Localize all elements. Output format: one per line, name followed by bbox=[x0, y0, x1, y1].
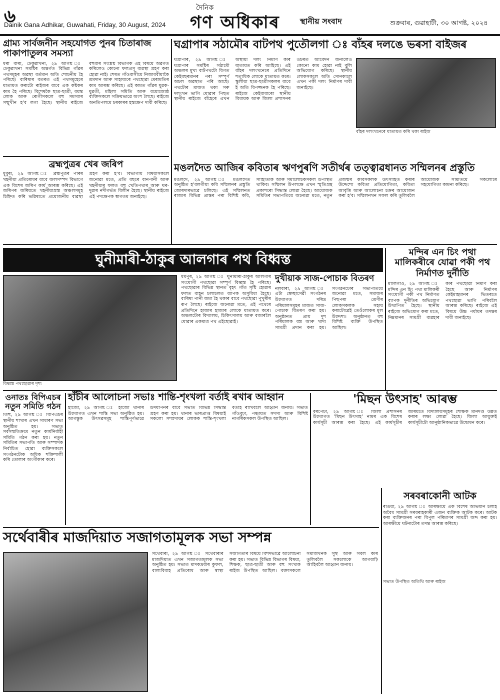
article-body: নলবাৰী, ২৯ আগষ্ট ঃ এটা স্বেচ্ছাসেৱী সংগঠনৰ উদ্যোগত দৰিদ্ৰ পৰিয়ালসমূহৰ মাজত সাজ-পোচাক বিতৰণ কৰা হয়। অনুষ্ঠানত প্ৰায় দুশ পৰিয়ালক বস্ত্ৰ আৰু খাদ্য সামগ্ৰী প্ৰদান কৰা হয়। সংগঠনটোৰ সভাপতিয়ে জনোৱা মতে, সমাজৰ পিছপৰা শ্ৰেণীৰ লোকসকলক সহায় কৰাটোৱেই তেওঁলোকৰ মূল উদ্দেশ্য। অনুষ্ঠানত বহু বিশিষ্ট ব্যক্তি উপস্থিত আছিল। bbox=[275, 286, 383, 331]
column-rule bbox=[65, 393, 66, 525]
section-rule bbox=[3, 244, 497, 245]
article-2 bbox=[174, 39, 497, 52]
article-1 bbox=[3, 39, 169, 170]
article-body: ধৰা বাৰী, ঢেকুৱাখনা, ২৯ আগষ্ট ঃ ঢেকুৱাখনা সমষ্টিৰ অন্তৰ্গত বিভিন্ন গাঁৱৰ পথসমূহৰ অৱস্থা বৰ্তমান অতি শোচনীয় হৈ পৰিছে। বাৰিষাৰ বতৰত এই পথসমূহেৰে যাতায়ত কৰাটো ৰাইজৰ বাবে এক কষ্টকৰ কাম হৈ পৰিছে। বিশেষকৈ ছাত্ৰ-ছাত্ৰী, বয়স্ক লোক আৰু ৰোগীসকলে বহু সমস্যাৰ সন্মুখীন হ'ব লগা হৈছে। স্থানীয় ৰাইজে বহুবাৰ সংশ্লিষ্ট বিভাগক এই বিষয়ে অৱগত কৰিলেও কোনো ফলপ্ৰসূ ব্যৱস্থা গ্ৰহণ কৰা হোৱা নাই। শেষত গাঁওবাসীয়ে নিজাববীয়াকৈ শ্ৰমদান আৰু সাহায্যৰে পথছোৱা মেৰামতিৰ কাম আৰম্ভ কৰিছে। এই কামত গাঁৱৰ যুৱক-যুৱতী, মহিলা সমিতি আৰু বয়োজ্যেষ্ঠ ব্যক্তিসকলে সক্ৰিয়ভাৱে অংশ লৈছে। ৰাইজে অনতিপলমে চৰকাৰৰ হস্তক্ষেপ দাবী কৰিছে। bbox=[3, 61, 169, 106]
article-body: বৰপেটা, ২৯ আগষ্ট ঃ জিলা প্ৰশাসনৰ উদ্যোগত 'মিছন উৎসাহ' নামৰ এক বিশেষ কাৰ্যসূচী আৰম্ভ কৰা হৈছে। এই কাৰ্যসূচীৰ জৰিয়তে বিদ্যালয়সমূহৰ শৈক্ষিক মানদণ্ড উন্নত কৰাৰ লক্ষ্য লোৱা হৈছে। জিলা আয়ুক্তই কাৰ্যসূচীটো আনুষ্ঠানিকভাৱে উদ্বোধন কৰে। bbox=[313, 409, 497, 426]
bamboo-bridge-photo bbox=[356, 58, 496, 128]
section-name: স্থানীয় সংবাদ bbox=[300, 17, 342, 26]
article-4 bbox=[3, 160, 169, 250]
article-3 bbox=[174, 163, 497, 238]
article-body: ধুবুৰী, ২৯ আগষ্ট ঃ ব্ৰহ্মপুত্ৰৰ পাৰৰ খহনীয়া প্ৰতিৰোধৰ বাবে জলসম্পদ বিভাগে এক বিশেষ জৰিপ কাৰ্য আৰম্ভ কৰিছে। এই জৰিপৰ জৰিয়তে খহনীয়াগ্ৰস্ত অঞ্চলসমূহ চিহ্নিত কৰি ভৱিষ্যতে প্ৰয়োজনীয় ব্যৱস্থা গ্ৰহণ কৰা হ'ব। বিভাগীয় বিষয়াসকলে জনোৱা মতে, প্ৰতি বছৰে বানপানী আৰু খহনীয়াৰ ফলত বহু খেতিপথাৰ আৰু ঘৰ-দুৱাৰ নদীগৰ্ভত বিলীন হৈছে। স্থানীয় ৰাইজে এই পদক্ষেপক স্বাগতম জনাইছে। bbox=[3, 172, 169, 200]
meeting-photo bbox=[3, 552, 148, 692]
article-body: মালিগাঁও, ২৯ আগষ্ট ঃ মন্দিৰ এন চিং পথা মালিকৰী সংযোগী পকী পথ নিৰ্মাণত ব্যাপক দুৰ্নীতিৰ অভিযোগ উত্থাপিত হৈছে। স্থানীয় ৰাইজে অভিযোগ কৰা মতে, নিম্নমানৰ সামগ্ৰী ব্যৱহাৰ কৰি পথছোৱা নিৰ্মাণ কৰা হৈছে আৰু নিৰ্মাণৰ কেইমাহমানৰ ভিতৰতে পথছোৱা ভাগি পৰিবলৈ আৰম্ভ কৰিছে। ৰাইজে এই বিষয়ে উচ্চ পৰ্যায়ৰ তদন্তৰ দাবী জনাইছে। bbox=[388, 282, 497, 321]
headline: সৰবৰাকোনী আটক bbox=[403, 491, 477, 502]
column-rule bbox=[381, 488, 382, 694]
page-number: ৬ bbox=[4, 6, 16, 27]
headline: ঘগ্ৰাপাৰ সঠামৌৰ বাটপথ পুতৌলগা ঃ ব্যঁহৰ দলঙে ভৰসা বাইজৰ bbox=[174, 38, 467, 51]
headline: 'মিছন উৎসাহ' আৰম্ভ bbox=[353, 392, 457, 406]
photo-caption: বিধ্বস্ত পথছোৱাৰ দৃশ্য bbox=[3, 382, 42, 387]
article-8 bbox=[3, 393, 63, 503]
logo-name: গণ অধিকাৰ bbox=[190, 13, 280, 33]
newspaper-logo bbox=[176, 2, 294, 32]
article-9 bbox=[68, 393, 308, 498]
photo-caption: বাঁহৰ দলংখনেৰে যাতায়ত কৰি থকা ৰাইজ bbox=[356, 130, 431, 135]
article-10 bbox=[313, 393, 497, 486]
column-rule bbox=[310, 393, 311, 525]
photo-caption: সভাত উপস্থিত অতিথি আৰু ৰাইজ bbox=[383, 580, 446, 585]
headline: ওনাতঃ বিপিএচৰ নতুন সমিতি গঠন bbox=[5, 393, 61, 412]
article-6 bbox=[275, 275, 383, 387]
section-rule bbox=[3, 156, 169, 157]
section-rule bbox=[3, 390, 497, 391]
headline: হাঁচীৰ আলোচনা সভাঃ শান্তি-শৃংখলা বৰ্তাই ৰখাৰ আহ্বান bbox=[68, 392, 284, 403]
column-rule bbox=[171, 39, 172, 244]
article-body: হাজো, ২৯ আগষ্ট ঃ হাজো থানাৰ উদ্যোগত এখন শান্তি সভা অনুষ্ঠিত হয়। আগন্তুক উৎসৱসমূহ শান্তিপূৰ্ণভাৱে উদযাপনৰ বাবে সভাত বিভিন্ন সিদ্ধান্ত গ্ৰহণ কৰা হয়। থানাৰ ভাৰপ্ৰাপ্ত বিষয়াই সকলো সম্প্ৰদায়ৰ লোকক শান্তি-শৃংখলা বৰ্তাই ৰাখিবলৈ আহ্বান জনায়। সভাত গাঁওবুঢ়া, পঞ্চায়ত সদস্য আৰু বিশিষ্ট নাগৰিকসকল উপস্থিত আছিল। bbox=[68, 405, 308, 423]
section-rule bbox=[3, 527, 379, 528]
headline: ব্ৰহ্মপুত্ৰৰ খেৰ জৰিপ bbox=[48, 160, 124, 170]
headline: দুখীয়াক সাজ-পোচাক বিতৰণ bbox=[275, 274, 375, 284]
article-body: মঙলদৈ, ২৯ আগষ্ট ঃ মঙলদৈত অনুষ্ঠিত হ'বলগীয়া কবি সম্মিলনৰ প্ৰস্তুতি জোৰদাৰভাৱে চলিছে। এই সম্মিলনত ৰাজ্যৰ বিভিন্ন প্ৰান্তৰ পৰা বিশিষ্ট কবি, সাহিত্যিক আৰু সমালোচকসকল উপস্থিত থাকিব। সম্মিলন উপলক্ষে এখন স্মৃতিগ্ৰন্থ প্ৰকাশৰো সিদ্ধান্ত লোৱা হৈছে। আয়োজক সমিতিৰ সভাপতিয়ে জনোৱা মতে, নতুন প্ৰজন্মৰ কবিসকলক উৎসাহিত কৰাৰ উদ্দেশ্যে কবিতা প্ৰতিযোগিতা, কবিতা আবৃত্তি আৰু আলোচনা চক্ৰৰ আয়োজন কৰা হ'ব। সম্মিলনখন সফল কৰি তুলিবলৈ আয়োজক সমিতিয়ে সকলোৰে সহযোগিতা কামনা কৰিছে। bbox=[174, 177, 497, 200]
header-date: শুক্ৰবাৰ, গুৱাহাটী, ৩০ আগষ্ট, ২০২৪ bbox=[390, 19, 488, 27]
headline: গ্ৰাম্য সাৰ্বজনীন সহযোগত পুনৰ চিতাৰাজ পাকাপাতুলৰ সমস্যা bbox=[3, 39, 152, 60]
article-12 bbox=[3, 530, 378, 546]
headline: মন্দিৰ এন চিং পথা মালিকৰীৰে যোৱা পকী পথ নিৰ্মাণত দুৰ্নীতি bbox=[394, 248, 491, 279]
road-photo bbox=[3, 275, 177, 381]
article-body: সৰ্থেবাৰী, ২৯ আগষ্ট ঃ সৰ্থেবাৰীৰ মাজদিয়াত এখন সজাগতামূলক সভা অনুষ্ঠিত হয়। সভাত মাদকদ্ৰব্যৰ কুফল, বাল্যবিবাহ প্ৰতিৰোধ আৰু স্বাস্থ্য সজাগতাৰ বিষয়ে বিশদভাৱে আলোচনা কৰা হয়। সভাত বিভিন্ন বিভাগৰ বিষয়া, শিক্ষক, ছাত্ৰ-ছাত্ৰী আৰু বহু সংখ্যক ৰাইজ উপস্থিত আছিল। বক্তাসকলে সমাজখনক সুস্থ আৰু সবল কৰি তুলিবলৈ সকলোকে আগবাঢ়ি আহিবলৈ আহ্বান জনায়। bbox=[152, 552, 378, 574]
edition-line: Dainik Gana Adhikar, Guwahati, Friday, 30 August, 2024 bbox=[4, 22, 166, 29]
masthead bbox=[0, 0, 500, 36]
logo-daily: দৈনিক bbox=[196, 4, 214, 12]
article-body: ৰঙিয়া, ২৯ আগষ্ট ঃ আৰক্ষীয়ে এক বিশেষ অভিযান চলাই অবৈধ সামগ্ৰী সৰবৰাহকাৰী এজন ব্যক্তিক আটক কৰে। আটক কৰা ব্যক্তিজনৰ পৰা বিপুল পৰিমাণৰ সামগ্ৰী জব্দ কৰা হয়। আৰক্ষীয়ে ঘটনাটোৰ তদন্ত আৰম্ভ কৰিছে। bbox=[383, 504, 497, 527]
headline: মঙলদৈত আজিৰ কবিতাৰ ঋণপুৰণি সতীৰ্থৰ তত্ত্বাৱধানত সম্মিলনৰ প্ৰস্তুতি bbox=[174, 163, 475, 174]
headline: ঘুনীমাৰী-ঠাকুৰ আলগাৰ পথ বিধ্বস্ত bbox=[95, 252, 291, 268]
article-body: ঘগ্ৰাপাৰ, ২৯ আগষ্ট ঃ ঘগ্ৰাপাৰ সমষ্টিৰ সঠামৌ অঞ্চলৰ মুখ্য বাটপথটো বিগত কেইবছৰমানৰ পৰা সম্পূৰ্ণ অচল অৱস্থাত পৰি আছে। পথটোৰ মাজত থকা সৰু দলংখন ভাগি যোৱাৰ পিছত স্থানীয় ৰাইজে বাঁহেৰে এখন অস্থায়ী দলং নিৰ্মাণ কৰি যাতায়ত কৰি আহিছে। এই বাঁহৰ দলংখনেৰে প্ৰতিদিনে শতাধিক লোকে যাতায়ত কৰে। স্কুলীয়া ছাত্ৰ-ছাত্ৰীসকলৰ বাবে ই অতি বিপজ্জনক হৈ পৰিছে। ৰাইজে কেইবাবাৰো স্থানীয় বিধায়ক আৰু জিলা প্ৰশাসনৰ ওচৰত আবেদন জনালেও কোনো কাম হোৱা নাই বুলি অভিযোগ কৰিছে। স্থানীয় লোকসকলে অতি সোনকালে এখন পকী দলং নিৰ্মাণৰ দাবী জনাইছে। bbox=[174, 58, 352, 103]
banner-headline bbox=[3, 248, 383, 272]
column-rule bbox=[385, 248, 386, 390]
article-11 bbox=[383, 492, 497, 585]
article-body: ধৰ্মপুৰ, ২৯ আগষ্ট ঃ ঘুনীমাৰী-ঠাকুৰ আলগাৰ সংযোগী পথছোৱা সম্পূৰ্ণ বিধ্বস্ত হৈ পৰিছে। পথছোৱাৰ বিভিন্ন স্থানত বৃহৎ গাঁত সৃষ্টি হোৱাৰ ফলত বাহন চলাচলত ব্যাপক অসুবিধা হৈছে। বাৰিষা পানী জমা হৈ থকাৰ বাবে পথছোৱা পুখুৰীৰ ৰূপ লৈছে। ৰাইজে জনোৱা মতে, এই পথেৰে প্ৰতিদিনে হাজাৰ হাজাৰ লোকে যাতায়ত কৰে। অঞ্চলটোৰ বিদ্যালয়, চিকিৎসালয় আৰু বজাৰলৈ যোৱাৰ একমাত্ৰ পথ এইছোৱাই। bbox=[181, 275, 271, 325]
headline: সৰ্থেবাৰীৰ মাজদিয়াত সজাগতামূলক সভা সম্পন্ন bbox=[3, 530, 272, 546]
article-body: তিহু, ২৯ আগষ্ট ঃ বিপিএচৰ স্থানীয় শাখাৰ এখন সাধাৰণ সভা অনুষ্ঠিত হয়। সভাত সৰ্বসন্মতিক্ৰমে নতুন কাৰ্যনিৰ্বাহী সমিতি গঠন কৰা হয়। নতুন সমিতিৰ সভাপতি আৰু সম্পাদক নিৰ্বাচিত হোৱা ব্যক্তিসকলে সংগঠনটোক অধিক শক্তিশালী কৰি তোলাৰ অংগীকাৰ কৰে। bbox=[3, 413, 63, 464]
